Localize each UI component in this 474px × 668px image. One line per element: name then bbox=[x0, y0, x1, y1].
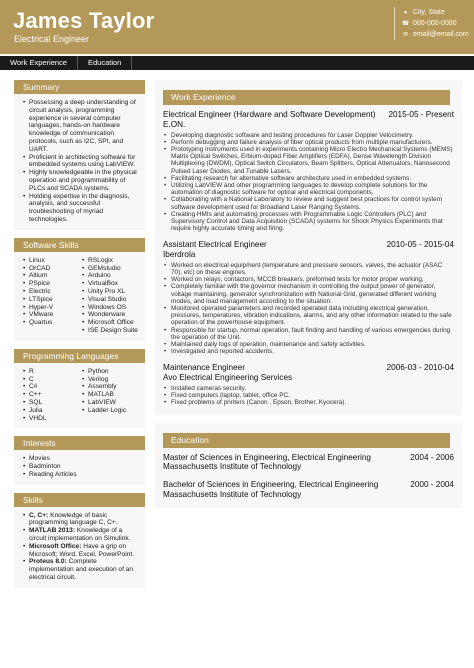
job-company: Avo Electrical Engineering Services bbox=[163, 372, 293, 382]
contact-location bbox=[401, 7, 469, 18]
skill-label: C, C+: bbox=[29, 511, 49, 519]
education-entry bbox=[163, 453, 454, 473]
software-skill-item: • Electric bbox=[23, 288, 82, 296]
skill-label: Proteus 8.0: bbox=[29, 558, 67, 566]
software-skill-item: • PSpice bbox=[23, 280, 82, 288]
language-item: • Julia bbox=[23, 407, 82, 415]
tab-education[interactable]: Education bbox=[78, 56, 132, 70]
summary-item: • Proficient in architecting software for embedded systems using LabVIEW. bbox=[23, 154, 141, 170]
programming-languages-section bbox=[14, 349, 145, 429]
language-item: • C bbox=[23, 376, 82, 384]
software-skill-item: • Unity Pro XL bbox=[82, 288, 141, 296]
software-skill-item: • Visual Studio bbox=[82, 296, 141, 304]
summary-item: • Highly knowledgeable in the physical operation and programmability of PLCs and SCADA systems. bbox=[23, 169, 141, 192]
contact-phone-text: 000-000-0000 bbox=[413, 20, 457, 27]
job-bullet: • Utilizing LabVIEW and other programming languages to develop complete solutions for the automation of diagnostic software for optical and electrical components. bbox=[163, 182, 454, 196]
software-skill-item: • ISE Design Suite bbox=[82, 327, 141, 335]
education-entry bbox=[163, 480, 454, 500]
language-item: • LabVIEW bbox=[82, 399, 141, 407]
job-bullet: • Responsible for startup, normal operation, fault finding and handling of various emergencies during the operation of the Unit. bbox=[163, 327, 454, 341]
contact-email-text: email@email.com bbox=[413, 31, 469, 38]
language-item: • C++ bbox=[23, 391, 82, 399]
job-bullet: • Worked on electrical equipment (temperature and pressure sensors, valves, the actuator (ASAC 70), etc) on these engines. bbox=[163, 262, 454, 276]
job-bullet: • Fixed problems of printers (Canon , Epson, Brother, Kyocera). bbox=[163, 399, 454, 406]
education-dates: 2004 - 2006 bbox=[410, 452, 454, 462]
software-skills-heading: Software Skills bbox=[14, 238, 145, 252]
software-skill-item: • Windows OS bbox=[82, 304, 141, 312]
language-item: • C# bbox=[23, 383, 82, 391]
work-experience-heading: Work Experience bbox=[163, 90, 450, 105]
contact-location-text: City, State bbox=[413, 9, 445, 16]
job-title: Maintenance Engineer bbox=[163, 363, 245, 373]
job-entry bbox=[163, 240, 454, 355]
summary-section bbox=[14, 80, 145, 230]
summary-item: • Possessing a deep understanding of circuit analysis, programming experience in several computer languages, hands-on hardware knowledge of communication protocols, such as I2C, SPI, and UART. bbox=[23, 99, 141, 154]
degree: Master of Sciences in Engineering, Electrical Engineering bbox=[163, 452, 371, 462]
contact-email bbox=[401, 29, 469, 40]
job-title: Electrical Engineer (Hardware and Software Development) bbox=[163, 110, 376, 119]
software-skill-item: • Linux bbox=[23, 257, 82, 265]
school: Massachusetts Institute of Technology bbox=[163, 489, 302, 499]
job-bullet: • Investigated and reported accidents. bbox=[163, 348, 454, 355]
language-item: • Assembly bbox=[82, 383, 141, 391]
job-bullet: • Maintained daily logs of operation, maintenance and safety activities. bbox=[163, 341, 454, 348]
skill-item bbox=[23, 558, 141, 581]
skills-heading: Skills bbox=[14, 493, 145, 507]
software-skill-item: • Arduino bbox=[82, 272, 141, 280]
job-dates: 2010-05 - 2015-04 bbox=[386, 240, 454, 250]
resume-header bbox=[0, 0, 474, 54]
job-dates: 2006-03 - 2010-04 bbox=[386, 363, 454, 373]
software-skill-item: • VirtualBox bbox=[82, 280, 141, 288]
education-section bbox=[155, 423, 462, 508]
job-bullet: • Developing diagnostic software and testing procedures for Laser Doppler Velocimetry. bbox=[163, 132, 454, 139]
job-bullet: • Completely familiar with the governor mechanism in controlling the output power of generator, voltage maintaining, generator synchronization with National Grid, generated different working modes, and load management according to the situation. bbox=[163, 283, 454, 305]
software-skill-item: • RSLogix bbox=[82, 257, 141, 265]
skill-item bbox=[23, 543, 141, 559]
software-skill-item: • LTSpice bbox=[23, 296, 82, 304]
interest-item: • Movies bbox=[23, 455, 141, 463]
job-bullet: • Monitored operated parameters and recorded operated data including electrical generation, pressures, temperatures, vibration indications, alarms, and any other information related to the safe operation of the powerhouse equipment. bbox=[163, 305, 454, 327]
language-item: • Verilog bbox=[82, 376, 141, 384]
email-icon: ✉ bbox=[402, 32, 409, 38]
software-skill-item: • Altium bbox=[23, 272, 82, 280]
interests-section bbox=[14, 436, 145, 484]
summary-heading: Summary bbox=[14, 80, 145, 94]
job-company: E.ON. bbox=[163, 119, 186, 129]
section-tabs bbox=[0, 56, 474, 70]
contact-phone bbox=[401, 18, 469, 29]
skill-text: Complete implementation and execution of an electrical circuit. bbox=[29, 558, 134, 582]
candidate-title: Electrical Engineer bbox=[14, 34, 90, 44]
software-skill-item: • OrCAD bbox=[23, 265, 82, 273]
education-dates: 2000 - 2004 bbox=[410, 480, 454, 490]
programming-languages-heading: Programming Languages bbox=[14, 349, 145, 363]
job-bullet: • Creating HMIs and automating processes with Programmable Logic Controllers (PLC) and Supervisory Control and Data Acquisition (SCADA) systems for Shock Physics Experiments that require highly accurate timing and firing. bbox=[163, 211, 454, 233]
skill-label: Microsoft Office: bbox=[29, 542, 82, 550]
job-bullet: • Fixed computers (laptop, tablet, office PC. bbox=[163, 392, 454, 399]
software-skill-item: • VMware bbox=[23, 311, 82, 319]
job-bullet: • Collaborating with a National Laboratory to review and suggest best practices for control system software development used for Broadland Laser Ranging Systems. bbox=[163, 196, 454, 210]
skill-item bbox=[23, 527, 141, 543]
phone-icon: ☎ bbox=[401, 21, 410, 27]
software-skill-item: • Quartus bbox=[23, 319, 82, 327]
right-column bbox=[155, 80, 462, 516]
language-item: • Ladder Logic bbox=[82, 407, 141, 415]
language-item: • VHDL bbox=[23, 415, 82, 423]
interest-item: • Reading Articles bbox=[23, 471, 141, 479]
language-item: • MATLAB bbox=[82, 391, 141, 399]
job-bullet: • Perform debugging and failure analysis of fiber optical products from multiple manufacturers. bbox=[163, 139, 454, 146]
summary-item: • Holding expertise in the diagnosis, analysis, and successful troubleshooting of myriad technologies. bbox=[23, 193, 141, 224]
software-skills-section bbox=[14, 238, 145, 341]
interest-item: • Badminton bbox=[23, 463, 141, 471]
school: Massachusetts Institute of Technology bbox=[163, 462, 302, 472]
left-column bbox=[14, 80, 145, 596]
degree: Bachelor of Sciences in Engineering, Electrical Engineering bbox=[163, 480, 379, 490]
software-skill-item: • Microsoft Office bbox=[82, 319, 141, 327]
language-item: • SQL bbox=[23, 399, 82, 407]
job-entry bbox=[163, 363, 454, 406]
job-company: Iberdrola bbox=[163, 249, 196, 259]
skill-text: Knowledge of basic programming language C, C+. bbox=[29, 511, 118, 527]
software-skill-item: • Hyper-V bbox=[23, 304, 82, 312]
software-skill-item: • GEMstudio bbox=[82, 265, 141, 273]
tab-work-experience[interactable]: Work Experience bbox=[0, 56, 78, 70]
job-entry bbox=[163, 110, 454, 232]
skill-item bbox=[23, 512, 141, 528]
interests-heading: Interests bbox=[14, 436, 145, 450]
job-bullet: • Installed cameras security. bbox=[163, 385, 454, 392]
contact-info bbox=[394, 7, 469, 40]
skill-label: MATLAB 2013: bbox=[29, 527, 76, 535]
education-heading: Education bbox=[163, 433, 450, 448]
software-skill-item: • Wonderware bbox=[82, 311, 141, 319]
job-bullet: • Prototyping instruments used in experiments containing Micro Electro Mechanical Systems (MEMS) Matrix Optical Switches, Erbium-doped Fiber Amplifiers (EDFA), Dense Wavelength Division Multiplexing (DWDM), Optical Switch Circulators, Beam Splitters, Optical Attenuators, Nanosecond Pulsed Laser Diodes, and Tunable Lasers. bbox=[163, 146, 454, 175]
location-icon: ● bbox=[403, 9, 408, 16]
candidate-name: James Taylor bbox=[13, 8, 155, 33]
job-bullet: • Worked on relays, contactors, MCCB breakers, preformed tests for motor proper working. bbox=[163, 276, 454, 283]
language-item: • R bbox=[23, 368, 82, 376]
skill-text: Knowledge of a circuit implementation on Simulink. bbox=[29, 527, 131, 543]
work-experience-section bbox=[155, 80, 462, 415]
language-item: • Python bbox=[82, 368, 141, 376]
skills-section bbox=[14, 493, 145, 588]
skill-text: Have a grip on Microsoft; Word, Excel, PowerPoint. bbox=[29, 542, 135, 558]
job-bullet: • Facilitating research for alternative software architecture used in embedded systems. bbox=[163, 175, 454, 182]
job-dates: 2015-05 - Present bbox=[388, 110, 454, 119]
job-title: Assistant Electrical Engineer bbox=[163, 240, 267, 250]
